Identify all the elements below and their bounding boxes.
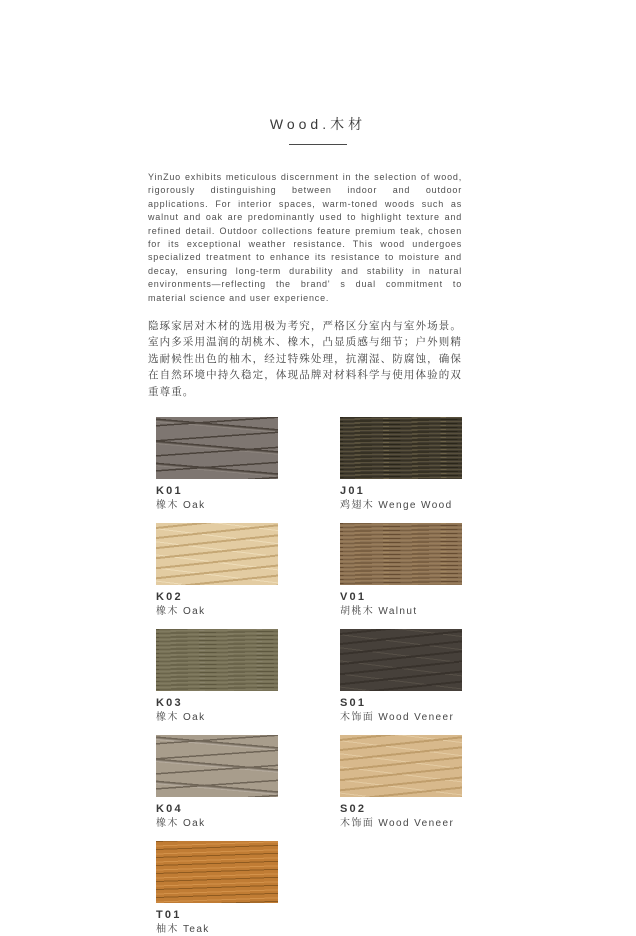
wood-sample [340, 523, 462, 585]
swatch-card [340, 629, 462, 724]
wood-sample [156, 841, 278, 903]
wood-sample [340, 417, 462, 479]
wood-sample [340, 629, 462, 691]
swatch-code: J01 [340, 485, 365, 498]
swatch-card [340, 523, 462, 618]
swatch-code: K03 [156, 697, 183, 710]
swatch-code: S01 [340, 697, 367, 710]
wood-sample [340, 735, 462, 797]
wood-sample [156, 523, 278, 585]
swatch-code: K02 [156, 591, 183, 604]
wood-sample [156, 735, 278, 797]
page-header [0, 114, 636, 145]
wood-sample [156, 629, 278, 691]
swatch-name: 橡木 Oak [156, 818, 206, 830]
swatch-card [340, 735, 462, 830]
swatch-name: 柚木 Teak [156, 924, 210, 936]
swatch-code: T01 [156, 909, 182, 922]
swatch-name: 橡木 Oak [156, 606, 206, 618]
swatch-code: K04 [156, 803, 183, 816]
swatch-code: S02 [340, 803, 367, 816]
title-underline [289, 144, 347, 145]
swatch-card [340, 417, 462, 512]
swatch-name: 胡桃木 Walnut [340, 606, 418, 618]
swatch-card [156, 841, 278, 936]
swatch-name: 橡木 Oak [156, 500, 206, 512]
swatch-card [156, 629, 278, 724]
swatch-card [156, 417, 278, 512]
swatch-name: 木饰面 Wood Veneer [340, 712, 455, 724]
swatch-code: V01 [340, 591, 367, 604]
swatch-grid [156, 417, 462, 936]
swatch-card [156, 523, 278, 618]
intro-paragraph-en: YinZuo exhibits meticulous discernment in the selection of wood, rigorously distinguishing between indoor and outdoor applications. For interior spaces, warm-toned woods such as walnut and oak are predominantly used to highlight texture and refined detail. Outdoor collections feature premium teak, chosen for its exceptional weather resistance. This wood undergoes specialized treatment to enhance its resistance to moisture and decay, ensuring long-term durability and stability in natural environments—reflecting the brand' s dual commitment to material science and user experience. [148, 172, 462, 303]
swatch-name: 橡木 Oak [156, 712, 206, 724]
intro-paragraph-zh: 隐琢家居对木材的选用极为考究，严格区分室内与室外场景。室内多采用温润的胡桃木、橡木，凸显质感与细节；户外则精选耐候性出色的柚木，经过特殊处理，抗潮湿、防腐蚀，确保在自然环境中持久稳定，体现品牌对材料科学与使用体验的双重尊重。 [148, 320, 462, 398]
wood-sample [156, 417, 278, 479]
swatch-code: K01 [156, 485, 183, 498]
swatch-card [156, 735, 278, 830]
page-title: Wood.木材 [269, 116, 367, 132]
swatch-name: 木饰面 Wood Veneer [340, 818, 455, 830]
swatch-name: 鸡翅木 Wenge Wood [340, 500, 453, 512]
